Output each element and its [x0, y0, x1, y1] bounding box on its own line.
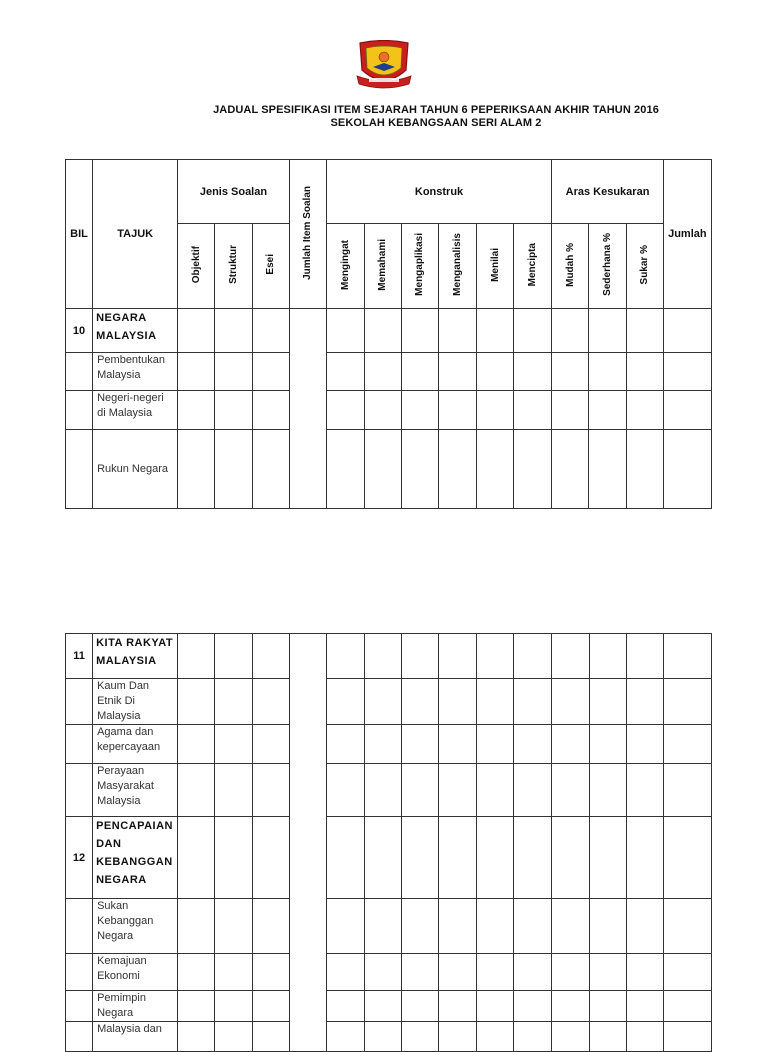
subtopic: Malaysia dan [93, 1022, 178, 1052]
document-title: JADUAL SPESIFIKASI ITEM SEJARAH TAHUN 6 PEPERIKSAAN AKHIR TAHUN 2016 [213, 104, 659, 116]
table-row [66, 764, 712, 817]
jumlah-item-cell [289, 309, 326, 509]
header-aras-kesukaran: Aras Kesukaran [552, 160, 663, 224]
subtopic: Agama dan kepercayaan [93, 725, 178, 764]
table-row [66, 679, 712, 725]
specification-table-part1 [65, 159, 712, 509]
subtopic: Pembentukan Malaysia [93, 353, 178, 391]
bil-number: 10 [66, 309, 93, 353]
header-tajuk: TAJUK [93, 160, 178, 309]
header-esei: Esei [265, 254, 277, 275]
table-row [66, 725, 712, 764]
header-memahami: Memahami [377, 238, 389, 291]
specification-table-part2 [65, 633, 712, 1052]
jumlah-item-cell [289, 634, 326, 1052]
subtopic: Negeri-negeri di Malaysia [93, 391, 178, 430]
header-jumlah: Jumlah [663, 160, 711, 309]
header-konstruk: Konstruk [326, 160, 552, 224]
header-sederhana: Sederhana % [602, 233, 614, 296]
topic-title: NEGARA MALAYSIA [93, 309, 178, 353]
table-row [66, 353, 712, 391]
header-jumlah-item-cell [289, 160, 326, 309]
table-row [66, 309, 712, 353]
header-mengingat: Mengingat [339, 239, 351, 290]
table-row [66, 1022, 712, 1052]
table-row [66, 899, 712, 954]
table-row [66, 634, 712, 679]
school-crest-logo [355, 40, 413, 92]
bil-number: 11 [66, 634, 93, 679]
subtopic: Kaum Dan Etnik Di Malaysia [93, 679, 178, 725]
header-bil: BIL [66, 160, 93, 309]
header-mencipta: Mencipta [527, 242, 539, 287]
table-row [66, 391, 712, 430]
header-struktur: Struktur [227, 245, 239, 284]
topic-title: KITA RAKYAT MALAYSIA [93, 634, 178, 679]
topic-title: PENCAPAIAN DAN KEBANGGAN NEGARA [93, 817, 178, 899]
bil-number: 12 [66, 817, 93, 899]
table-row [66, 954, 712, 991]
header-mengaplikasi: Mengaplikasi [414, 233, 426, 296]
school-name: SEKOLAH KEBANGSAAN SERI ALAM 2 [330, 117, 542, 129]
header-menganalisis: Menganalisis [452, 233, 464, 296]
table-row [66, 817, 712, 899]
subtopic: Perayaan Masyarakat Malaysia [93, 764, 178, 817]
header-jumlah-item: Jumlah Item Soalan [302, 185, 314, 280]
subtopic: Rukun Negara [93, 430, 178, 509]
header-objektif: Objektif [190, 245, 202, 284]
table-row [66, 430, 712, 509]
subtopic: Kemajuan Ekonomi [93, 954, 178, 991]
subtopic: Sukan Kebanggan Negara [93, 899, 178, 954]
header-menilai: Menilai [489, 247, 501, 282]
header-mudah: Mudah % [564, 242, 576, 287]
table-row [66, 991, 712, 1022]
header-sukar: Sukar % [639, 244, 651, 285]
subtopic: Pemimpin Negara [93, 991, 178, 1022]
header-jenis-soalan: Jenis Soalan [178, 160, 289, 224]
